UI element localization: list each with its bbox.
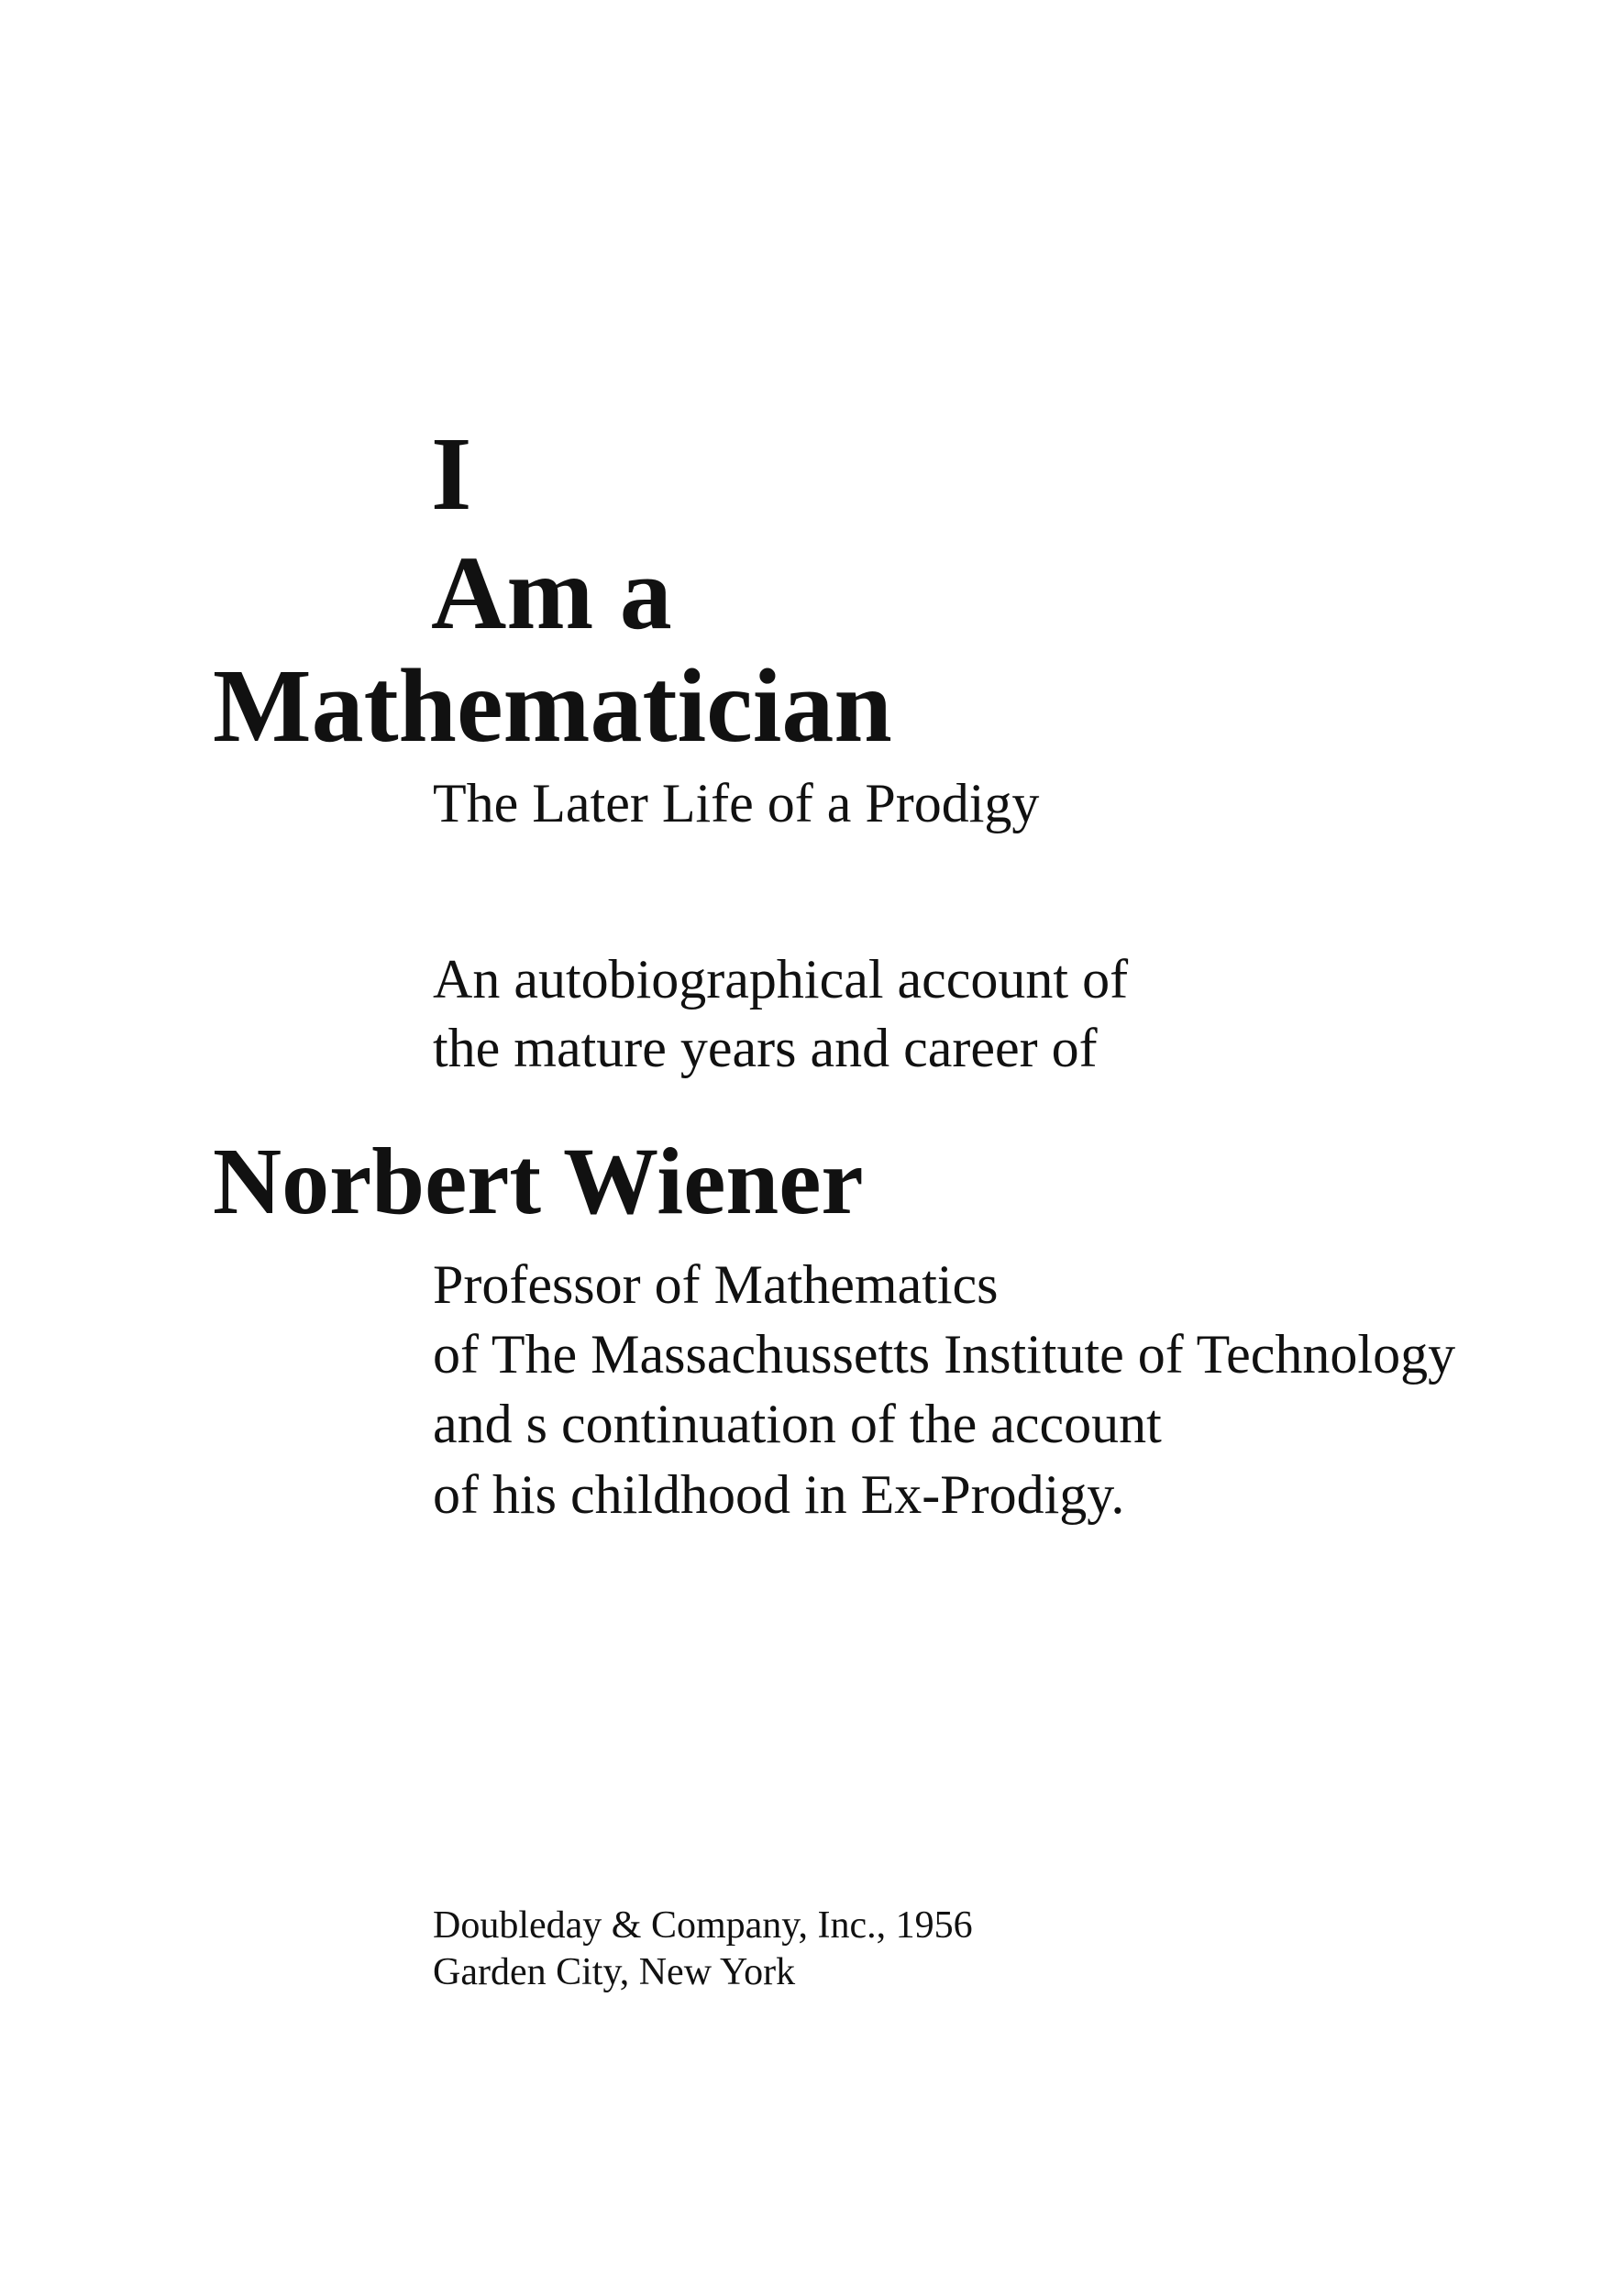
description-line-2: the mature years and career of	[433, 1018, 1098, 1078]
title-line-3: Mathematician	[213, 647, 892, 764]
subtitle: The Later Life of a Prodigy	[433, 773, 1040, 833]
imprint-place: Garden City, New York	[433, 1951, 796, 1993]
author-name: Norbert Wiener	[213, 1129, 864, 1234]
author-info-line-1: Professor of Mathematics	[433, 1254, 999, 1315]
author-info-line-3: and s continuation of the account	[433, 1394, 1162, 1454]
title-line-2: Am a	[431, 535, 672, 651]
imprint-publisher: Doubleday & Company, Inc., 1956	[433, 1904, 973, 1947]
author-info-line-4: of his childhood in Ex-Prodigy.	[433, 1464, 1125, 1525]
title-line-1: I	[431, 415, 472, 532]
description-line-1: An autobiographical account of	[433, 949, 1129, 1010]
author-info-line-2: of The Massachussetts Institute of Technology	[433, 1324, 1456, 1385]
